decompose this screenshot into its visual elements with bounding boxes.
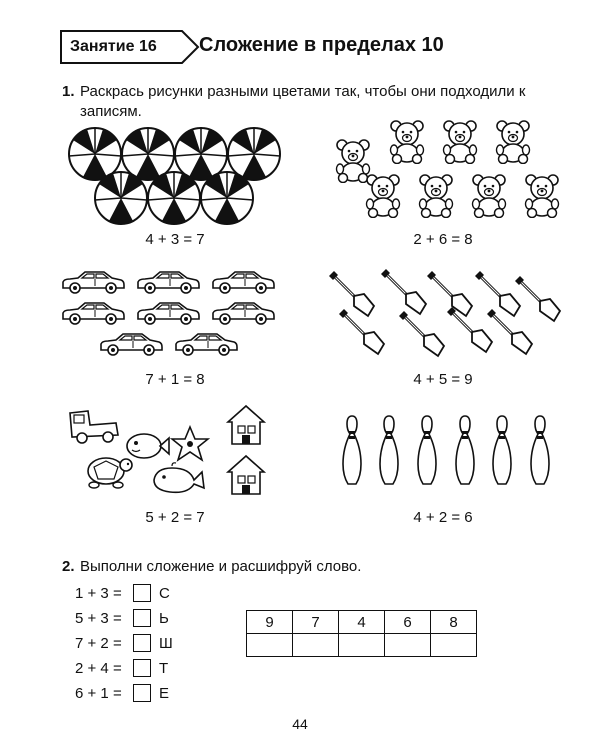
equation-bears: 2 + 6 = 8 — [413, 231, 473, 248]
teddy-bear-icon — [519, 172, 565, 218]
decode-letter-cell[interactable] — [385, 634, 431, 657]
answer-box[interactable] — [133, 659, 151, 677]
sum-expression: 6 + 1 = — [75, 684, 122, 702]
decode-table — [246, 610, 477, 657]
task1-number: 1. — [62, 83, 75, 100]
toy-house-icon — [224, 452, 268, 498]
task2-number: 2. — [62, 558, 75, 575]
answer-box[interactable] — [133, 684, 151, 702]
lesson-tag-arrow-icon — [166, 30, 200, 64]
shovel-icon — [338, 308, 386, 356]
shovel-icon — [398, 310, 446, 358]
car-icon — [60, 269, 126, 295]
beach-ball-icon — [146, 170, 202, 226]
teddy-bear-icon — [360, 172, 406, 218]
bowling-pin-icon — [454, 414, 476, 486]
bowling-pin-icon — [416, 414, 438, 486]
bowling-pin-icon — [341, 414, 363, 486]
shovel-icon — [380, 268, 428, 316]
toy-truck-icon — [66, 405, 122, 445]
decode-numbers-row — [247, 611, 477, 634]
sum-expression: 2 + 4 = — [75, 659, 122, 677]
beach-ball-icon — [199, 170, 255, 226]
teddy-bear-icon — [413, 172, 459, 218]
car-icon — [135, 300, 201, 326]
sum-row — [75, 681, 179, 705]
teddy-bear-icon — [437, 118, 483, 164]
teddy-bear-icon — [466, 172, 512, 218]
code-letter: С — [159, 584, 170, 602]
decode-number-cell: 4 — [339, 611, 385, 634]
answer-box[interactable] — [133, 584, 151, 602]
car-icon — [173, 331, 239, 357]
turtle-icon — [84, 449, 134, 491]
car-icon — [210, 300, 276, 326]
sum-row — [75, 656, 179, 680]
beach-ball-icon — [93, 170, 149, 226]
equation-balls: 4 + 3 = 7 — [145, 231, 205, 248]
decode-letters-row — [247, 634, 477, 657]
task2-instruction: Выполни сложение и расшифруй слово. — [80, 558, 362, 575]
whale-icon — [150, 462, 206, 496]
equation-toys: 5 + 2 = 7 — [145, 509, 205, 526]
teddy-bear-icon — [384, 118, 430, 164]
page-number: 44 — [292, 716, 308, 732]
car-icon — [60, 300, 126, 326]
decode-number-cell: 9 — [247, 611, 293, 634]
answer-box[interactable] — [133, 609, 151, 627]
task1-instruction: Раскрась рисунки разными цветами так, чтобы они подходили к записям. — [80, 83, 526, 120]
bowling-pin-icon — [491, 414, 513, 486]
shovel-icon — [486, 308, 534, 356]
bowling-pin-icon — [378, 414, 400, 486]
sum-row — [75, 631, 179, 655]
decode-letter-cell[interactable] — [247, 634, 293, 657]
equation-shovels: 4 + 5 = 9 — [413, 371, 473, 388]
code-letter: Е — [159, 684, 170, 702]
decode-letter-cell[interactable] — [293, 634, 339, 657]
code-letter: Ш — [159, 634, 173, 652]
lesson-tag — [60, 30, 180, 64]
decode-number-cell: 6 — [385, 611, 431, 634]
sum-expression: 1 + 3 = — [75, 584, 122, 602]
teddy-bear-icon — [490, 118, 536, 164]
sum-row — [75, 606, 179, 630]
car-icon — [135, 269, 201, 295]
page-title: Сложение в пределах 10 — [199, 34, 444, 56]
car-icon — [210, 269, 276, 295]
bowling-pin-icon — [529, 414, 551, 486]
code-letter: Ь — [159, 609, 169, 627]
decode-letter-cell[interactable] — [431, 634, 477, 657]
decode-number-cell: 8 — [431, 611, 477, 634]
decode-letter-cell[interactable] — [339, 634, 385, 657]
equation-pins: 4 + 2 = 6 — [413, 509, 473, 526]
toy-house-icon — [224, 402, 268, 448]
equation-cars: 7 + 1 = 8 — [145, 371, 205, 388]
starfish-icon — [170, 425, 210, 463]
sum-expression: 5 + 3 = — [75, 609, 122, 627]
sum-row — [75, 581, 179, 605]
answer-box[interactable] — [133, 634, 151, 652]
sum-expression: 7 + 2 = — [75, 634, 122, 652]
car-icon — [98, 331, 164, 357]
decode-number-cell: 7 — [293, 611, 339, 634]
lesson-label: Занятие 16 — [70, 38, 157, 55]
code-letter: Т — [159, 659, 169, 677]
